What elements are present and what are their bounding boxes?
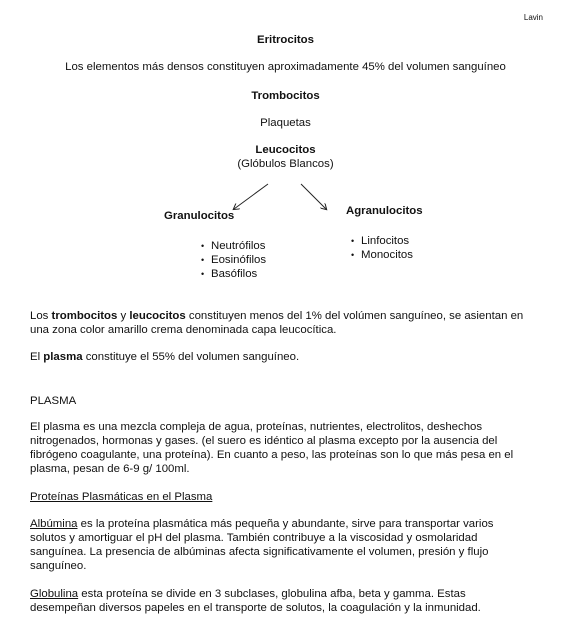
page-author: Lavin xyxy=(523,13,543,22)
list-item: • Neutrófilos xyxy=(201,240,266,252)
bullet-icon: • xyxy=(351,236,355,246)
agranulocitos-list xyxy=(351,234,413,262)
plasma-volume-paragraph: El plasma constituye el 55% del volumen sanguíneo. xyxy=(30,351,300,363)
bullet-icon: • xyxy=(201,241,205,251)
plasma-paragraph: El plasma es una mezcla compleja de agua, proteínas, nutrientes, electrolitos, deshechos nitrogenados, hormonas y gases. (el suero es idéntico al plasma excepto por la ausencia del fibrógeno coagulante, una proteína). En cuanto a peso, las proteínas son lo que más pesa en el plasma, pesan de 6-9 g/ 100ml. xyxy=(30,421,514,475)
eritrocitos-title: Eritrocitos xyxy=(257,34,314,46)
granulocitos-title: Granulocitos xyxy=(164,210,235,222)
trombocitos-leucocitos-paragraph: Los trombocitos y leucocitos constituyen menos del 1% del volúmen sanguíneo, se asientan en una zona color amarillo crema denominada capa leucocítica. xyxy=(30,310,524,336)
list-item: • Basófilos xyxy=(201,268,258,280)
eritrocitos-description: Los elementos más densos constituyen aproximadamente 45% del volumen sanguíneo xyxy=(65,61,506,73)
list-item: • Linfocitos xyxy=(351,235,410,247)
albumina-term: Albúmina xyxy=(30,518,78,530)
arrow-to-agranulocitos xyxy=(301,184,326,209)
plasma-heading: PLASMA xyxy=(30,395,77,407)
bullet-icon: • xyxy=(201,269,205,279)
trombocitos-title: Trombocitos xyxy=(251,90,320,102)
leucocitos-description: (Glóbulos Blancos) xyxy=(237,158,334,170)
arrow-to-granulocitos xyxy=(234,184,268,209)
bullet-icon: • xyxy=(201,255,205,265)
leucocitos-title: Leucocitos xyxy=(255,144,316,156)
list-item: • Eosinófilos xyxy=(201,254,267,266)
agranulocitos-title: Agranulocitos xyxy=(346,205,423,217)
globulina-term: Globulina xyxy=(30,588,79,600)
list-item: • Monocitos xyxy=(351,249,413,261)
globulina-paragraph: Globulina esta proteína se divide en 3 subclases, globulina afba, beta y gamma. Estas desempeñan diversos papeles en el transporte de solutos, la coagulación y la inmunidad. xyxy=(30,588,481,614)
proteinas-heading: Proteínas Plasmáticas en el Plasma xyxy=(30,491,213,503)
granulocitos-list xyxy=(201,239,266,281)
trombocitos-description: Plaquetas xyxy=(260,117,311,129)
albumina-paragraph: Albúmina es la proteína plasmática más pequeña y abundante, sirve para transportar varios solutos y amortiguar el pH del plasma. También contribuye a la viscosidad y osmolaridad sanguínea. La presencia de albúminas afecta significativamente el volumen, presión y flujo sanguíneo. xyxy=(30,518,494,572)
bullet-icon: • xyxy=(351,250,355,260)
